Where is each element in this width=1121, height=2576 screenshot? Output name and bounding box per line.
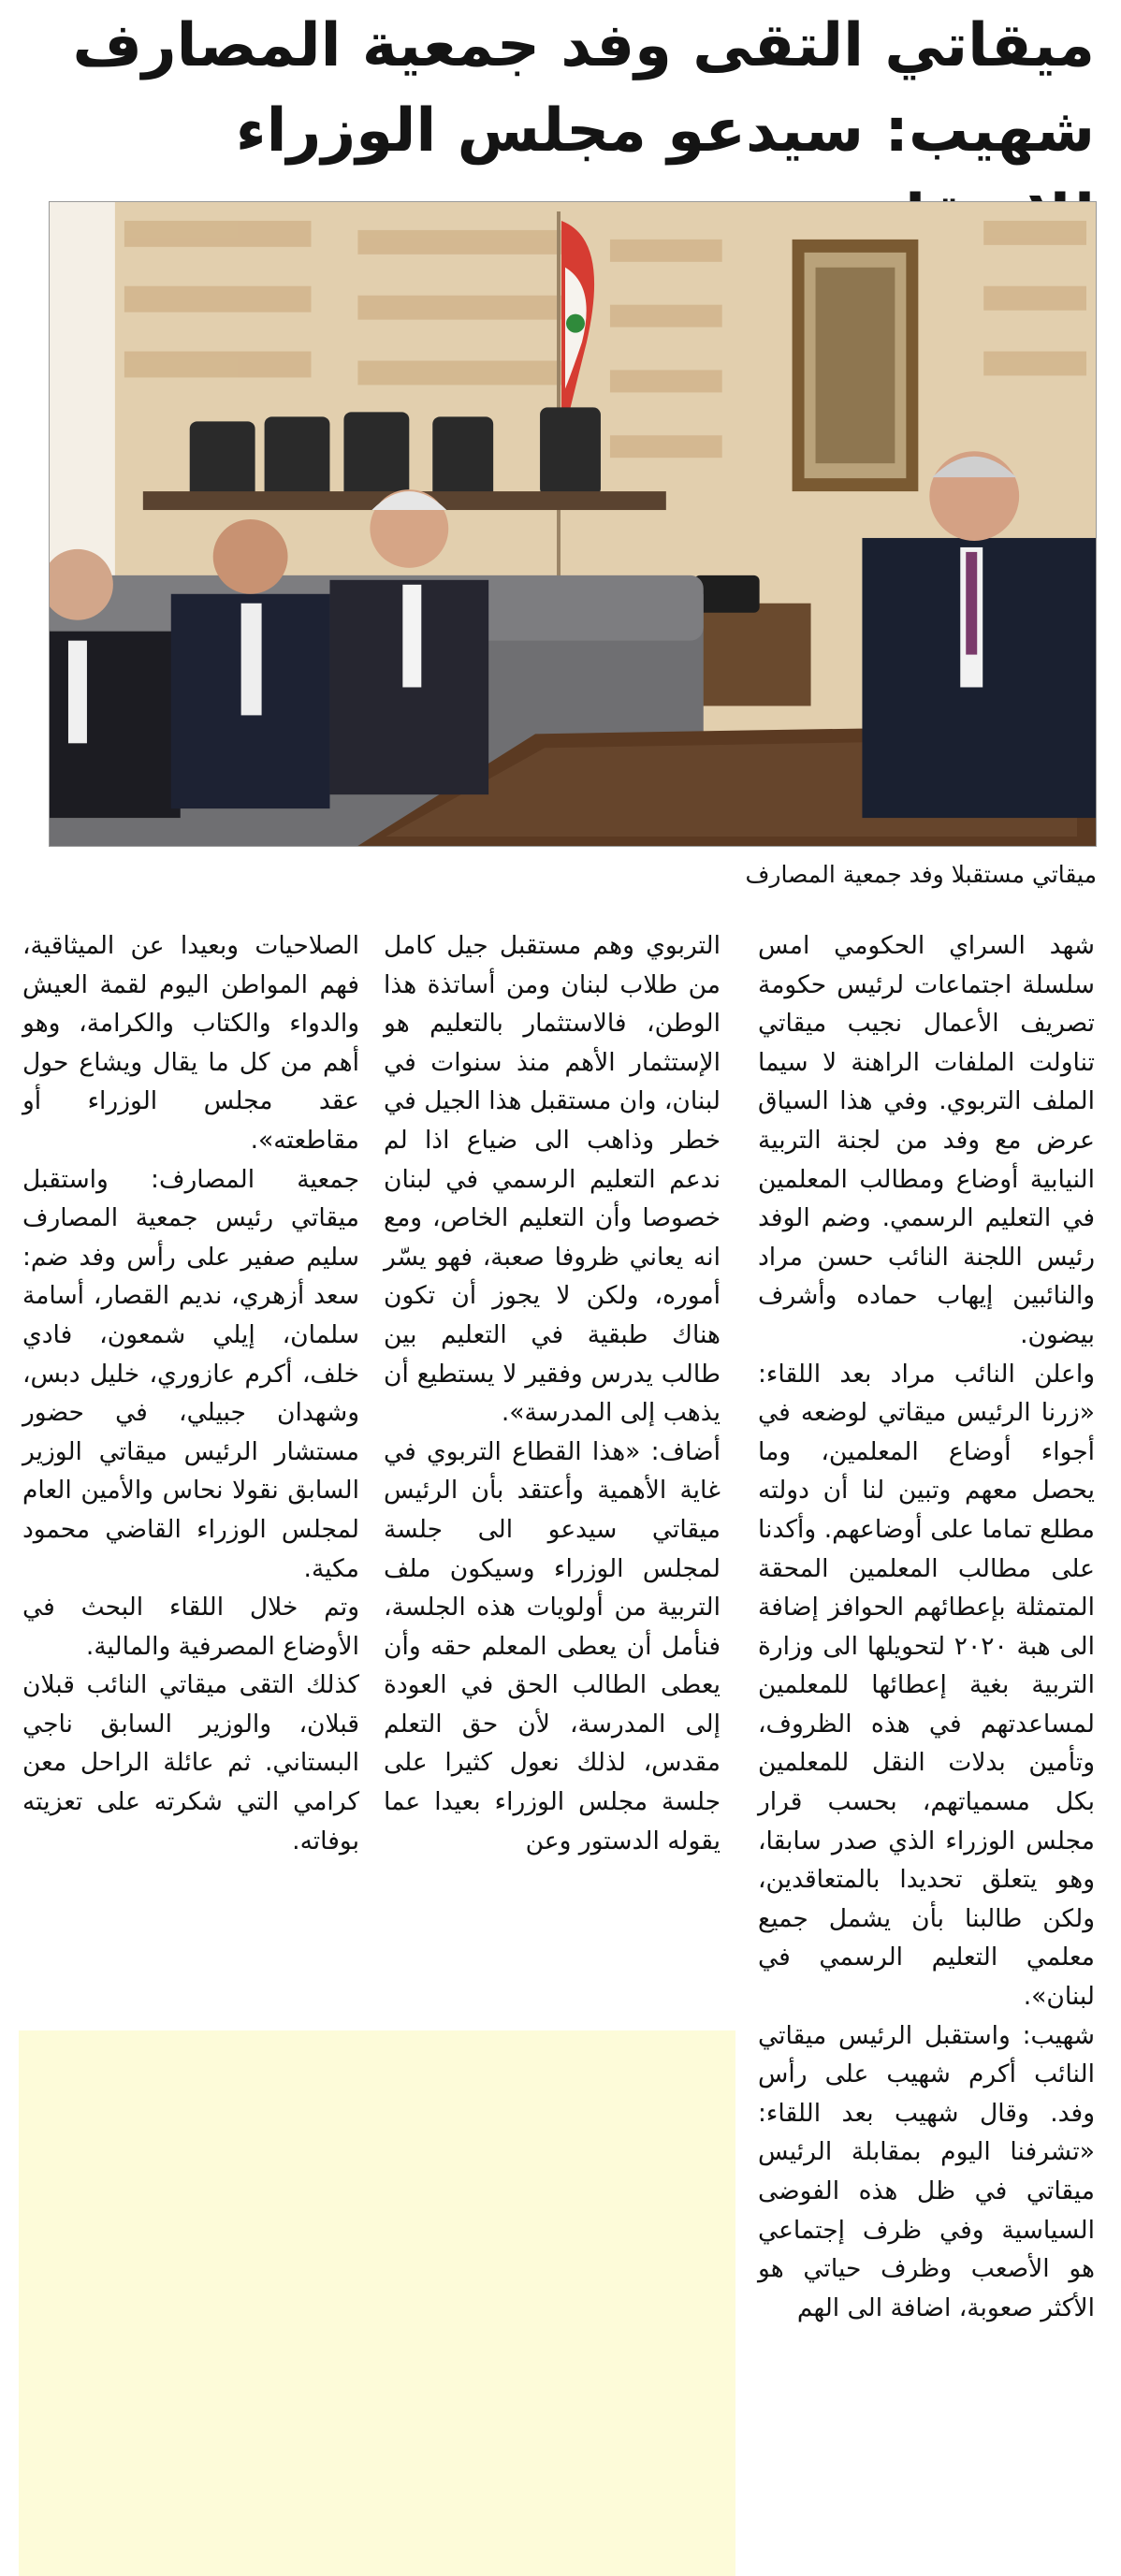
headline-line-1: ميقاتي التقى وفد جمعية المصارف [72,11,1095,80]
article-column-3 [22,926,359,1860]
paragraph: شهيب: واستقبل الرئيس ميقاتي النائب أكرم شهيب على رأس وفد. وقال شهيب بعد اللقاء: «تشرفنا اليوم بمقابلة الرئيس ميقاتي في ظل هذه الفوضى السياسية وفي ظرف إجتماعي هو الأصعب وظرف حياتي هو الأكثر صعوبة، اضافة الى الهم [758,2020,1095,2322]
paragraph: التربوي وهم مستقبل جيل كامل من طلاب لبنان ومن أساتذة هذا الوطن، فالاستثمار بالتعليم هو الإستثمار الأهم منذ سنوات في لبنان، وان مستقبل هذا الجيل في خطر وذاهب الى ضياع اذا لم ندعم التعليم الرسمي في لبنان خصوصا وأن التعليم الخاص، ومع انه يعاني ظروفا صعبة، فهو يسّر أموره، ولكن لا يجوز أن تكون هناك طبقية في التعليم بين طالب يدرس وفقير لا يستطيع أن يذهب إلى المدرسة». [384,931,721,1428]
news-photo [49,201,1097,847]
paragraph: الصلاحيات وبعيدا عن الميثاقية، فهم المواطن اليوم لقمة العيش والدواء والكتاب والكرامة، وهو أهم من كل ما يقال ويشاع حول عقد مجلس الوزراء أو مقاطعته». [22,931,359,1155]
paragraph: شهد السراي الحكومي امس سلسلة اجتماعات لرئيس حكومة تصريف الأعمال نجيب ميقاتي تناولت الملفات الراهنة لا سيما الملف التربوي. وفي هذا السياق عرض مع وفد من لجنة التربية النيابية أوضاع ومطالب المعلمين في التعليم الرسمي. وضم الوفد رئيس اللجنة النائب حسن مراد والنائبين إيهاب حماده وأشرف بيضون. [758,931,1095,1349]
headline-line-2: شهيب: سيدعو مجلس الوزراء [235,96,1095,166]
article-column-2 [384,926,721,1860]
highlight-background [19,2030,735,2576]
photo-caption: ميقاتي مستقبلا وفد جمعية المصارف [745,861,1097,888]
paragraph: جمعية المصارف: واستقبل ميقاتي رئيس جمعية المصارف سليم صفير على رأس وفد ضم: سعد أزهري، نديم القصار، أسامة سلمان، إيلي شمعون، فادي خلف، أكرم عازوري، خليل دبس، وشهدان جبيلي، في حضور مستشار الرئيس ميقاتي الوزير السابق نقولا نحاس والأمين العام لمجلس الوزراء القاضي محمود مكية. [22,1164,359,1583]
paragraph: وتم خلال اللقاء البحث في الأوضاع المصرفية والمالية. [22,1593,359,1661]
article-column-1 [758,926,1095,2327]
paragraph: كذلك التقى ميقاتي النائب قبلان قبلان، والوزير السابق ناجي البستاني. ثم عائلة الراحل معن كرامي التي شكرته على تعزيته بوفاته. [22,1670,359,1856]
paragraph: أضاف: «هذا القطاع التربوي في غاية الأهمية وأعتقد بأن الرئيس ميقاتي سيدعو الى جلسة لمجلس الوزراء وسيكون ملف التربية من أولويات هذه الجلسة، فنأمل أن يعطى المعلم حقه وأن يعطى الطالب الحق في العودة إلى المدرسة، لأن حق التعلم مقدس، لذلك نعول كثيرا على جلسة مجلس الوزراء بعيدا عما يقوله الدستور وعن [384,1436,721,1856]
paragraph: واعلن النائب مراد بعد اللقاء: «زرنا الرئيس ميقاتي لوضعه في أجواء أوضاع المعلمين، وما يحصل معهم وتبين لنا أن دولته مطلع تماما على أوضاعهم. وأكدنا على مطالب المعلمين المحقة المتمثلة بإعطائهم الحوافز إضافة الى هبة ٢٠٢٠ لتحويلها الى وزارة التربية بغية إعطائها للمعلمين لمساعدتهم في هذه الظروف، وتأمين بدلات النقل للمعلمين بكل مسمياتهم، بحسب قرار مجلس الوزراء الذي صدر سابقا، وهو يتعلق تحديدا بالمتعاقدين، ولكن طالبنا بأن يشمل جميع معلمي التعليم الرسمي في لبنان». [758,1359,1095,2012]
